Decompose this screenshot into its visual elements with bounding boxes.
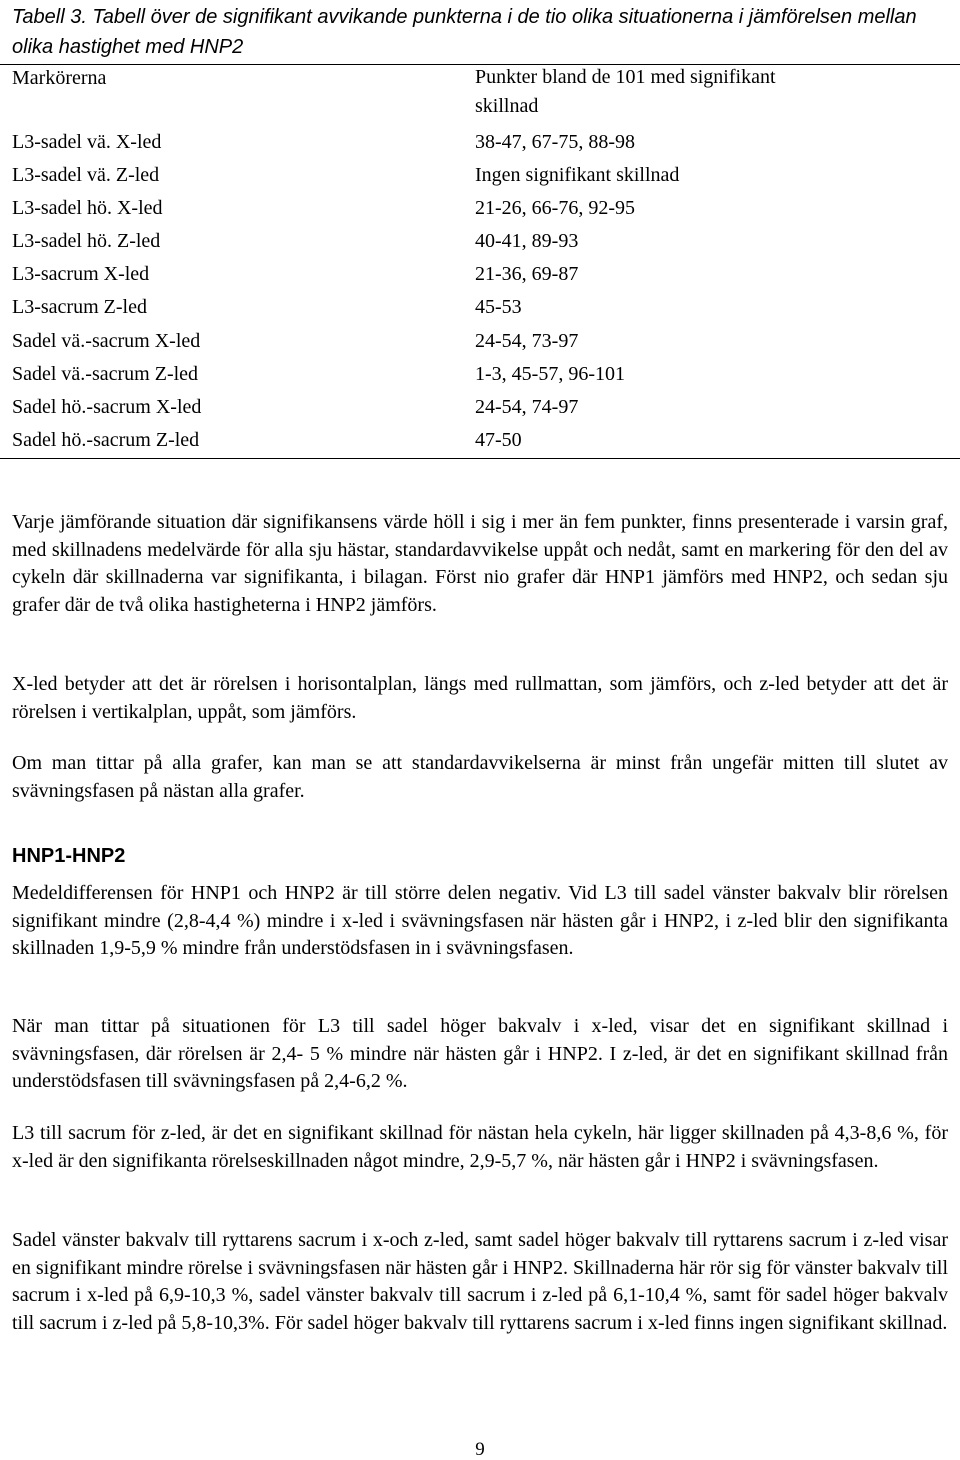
table-cell-points: 21-26, 66-76, 92-95	[475, 197, 635, 219]
table-cell-marker: L3-sadel vä. Z-led	[12, 164, 160, 186]
table-cell-points: 21-36, 69-87	[475, 263, 579, 285]
body-paragraph: Varje jämförande situation där signifikansens värde höll i sig i mer än fem punkter, finns presenterade i varsin graf, med skillnadens medelvärde för alla sju hästar, standardavvikelse uppåt och nedåt, samt en markering för den del av cykeln där skillnaderna var signifikanta, i bilagan. Först nio grafer där HNP1 jämförs med HNP2, och sedan sju grafer där de två olika hastigheterna i HNP2 jämförs.	[12, 511, 948, 616]
body-paragraph: L3 till sacrum för z-led, är det en signifikant skillnad för nästan hela cykeln, här ligger skillnaden på 4,3-8,6 %, för x-led är den signifikanta rörelseskillnaden något mindre, 2,9-5,7 %, när hästen går i HNP2 i svävningsfasen.	[12, 1122, 948, 1172]
table-cell-marker: L3-sadel hö. X-led	[12, 197, 163, 219]
body-paragraph: Om man tittar på alla grafer, kan man se att standardavvikelserna är minst från ungefär mitten till slutet av svävningsfasen på nästan alla grafer.	[12, 752, 948, 802]
table-cell-marker: L3-sadel hö. Z-led	[12, 230, 161, 252]
page-number: 9	[475, 1439, 485, 1460]
table-cell-marker: Sadel vä.-sacrum Z-led	[12, 363, 199, 385]
table-cell-points: 40-41, 89-93	[475, 230, 579, 252]
body-paragraph: När man tittar på situationen för L3 till sadel höger bakvalv i x-led, visar det en signifikant skillnad i svävningsfasen, där rörelsen är 2,4- 5 % mindre när hästen går i HNP2. I z-led, är det en signifikant skillnad från understödsfasen till svävningsfasen på 2,4-6,2 %.	[12, 1015, 948, 1092]
table-cell-marker: L3-sacrum Z-led	[12, 296, 147, 318]
table-header-points: Punkter bland de 101 med signifikant skillnad	[475, 66, 776, 117]
table-bottom-rule	[0, 458, 960, 459]
table-cell-points: 38-47, 67-75, 88-98	[475, 131, 635, 153]
table-cell-points: Ingen signifikant skillnad	[475, 164, 680, 186]
table-cell-marker: Sadel hö.-sacrum X-led	[12, 396, 202, 418]
table-cell-points: 24-54, 73-97	[475, 330, 579, 352]
body-paragraph: Medeldifferensen för HNP1 och HNP2 är till större delen negativ. Vid L3 till sadel vänster bakvalv blir rörelsen signifikant mindre (2,8-4,4 %) mindre i x-led i svävningsfasen när hästen går i HNP2, i z-led blir den signifikanta skillnaden 1,9-5,9 % mindre från understödsfasen in i svävningsfasen.	[12, 882, 948, 959]
table-cell-marker: Sadel hö.-sacrum Z-led	[12, 429, 200, 451]
table-cell-points: 47-50	[475, 429, 522, 451]
table-cell-marker: Sadel vä.-sacrum X-led	[12, 330, 201, 352]
body-paragraph: Sadel vänster bakvalv till ryttarens sacrum i x-och z-led, samt sadel höger bakvalv till ryttarens sacrum i z-led visar en signifikant mindre rörelse i svävningsfasen när hästen går i HNP2. Skillnaderna här rör sig för vänster bakvalv till sacrum i x-led på 6,9-10,3 %, sadel vänster bakvalv till sacrum i z-led på 6,1-10,4 %, samt för sadel höger bakvalv till sacrum i z-led på 5,8-10,3%. För sadel höger bakvalv till ryttarens sacrum i x-led finns ingen signifikant skillnad.	[12, 1229, 948, 1334]
table-cell-points: 1-3, 45-57, 96-101	[475, 363, 625, 385]
table-cell-marker: L3-sacrum X-led	[12, 263, 150, 285]
table-cell-points: 24-54, 74-97	[475, 396, 579, 418]
table-cell-points: 45-53	[475, 296, 522, 318]
body-paragraph: X-led betyder att det är rörelsen i horisontalplan, längs med rullmattan, som jämförs, och z-led betyder att det är rörelsen i vertikalplan, uppåt, som jämförs.	[12, 673, 948, 723]
table-caption: Tabell 3. Tabell över de signifikant avvikande punkterna i de tio olika situationerna i jämförelsen mellan olika hastighet med HNP2	[12, 6, 917, 58]
table-header-markers: Markörerna	[12, 67, 107, 89]
section-heading: HNP1-HNP2	[12, 845, 126, 867]
table-cell-marker: L3-sadel vä. X-led	[12, 131, 162, 153]
